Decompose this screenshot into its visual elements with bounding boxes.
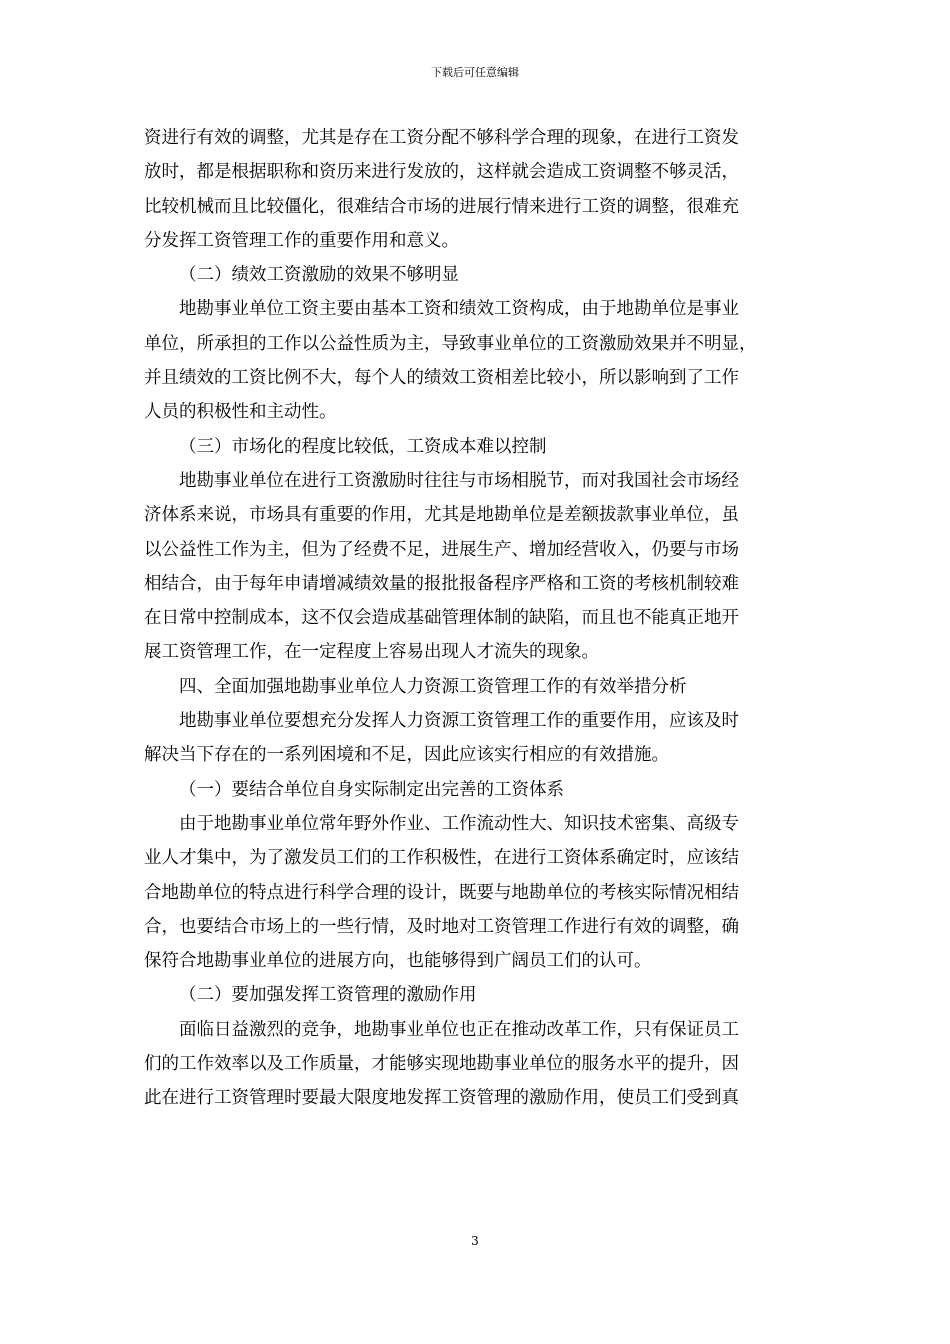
text-line: （二）要加强发挥工资管理的激励作用	[179, 985, 477, 1006]
text-line: 单位，所承担的工作以公益性质为主，导致事业单位的工资激励效果并不明显，	[144, 333, 757, 354]
text-line: 分发挥工资管理工作的重要作用和意义。	[144, 230, 459, 251]
text-line: 保符合地勘事业单位的进展方向，也能够得到广阔员工们的认可。	[144, 951, 652, 972]
text-line: 面临日益激烈的竞争，地勘事业单位也正在推动改革工作，只有保证员工	[179, 1019, 739, 1040]
text-line: 合，也要结合市场上的一些行情，及时地对工资管理工作进行有效的调整，确	[144, 916, 739, 937]
page-header: 下载后可任意编辑	[431, 66, 519, 79]
text-line: 由于地勘事业单位常年野外作业、工作流动性大、知识技术密集、高级专	[179, 813, 739, 834]
text-line: 以公益性工作为主，但为了经费不足，进展生产、增加经营收入，仍要与市场	[144, 539, 739, 560]
text-line: 放时，都是根据职称和资历来进行发放的，这样就会造成工资调整不够灵活，	[144, 162, 739, 183]
text-line: 济体系来说，市场具有重要的作用，尤其是地勘单位是差额拔款事业单位，虽	[144, 505, 739, 526]
text-line: （二）绩效工资激励的效果不够明显	[179, 265, 459, 286]
text-line: 地勘事业单位要想充分发挥人力资源工资管理工作的重要作用，应该及时	[179, 711, 739, 732]
text-line: 比较机械而且比较僵化，很难结合市场的进展行情来进行工资的调整，很难充	[144, 196, 739, 217]
text-line: 合地勘单位的特点进行科学合理的设计，既要与地勘单位的考核实际情况相结	[144, 882, 739, 903]
text-line: 并且绩效的工资比例不大，每个人的绩效工资相差比较小，所以影响到了工作	[144, 368, 739, 389]
text-line: 们的工作效率以及工作质量，才能够实现地勘事业单位的服务水平的提升，因	[144, 1054, 739, 1075]
text-line: 展工资管理工作，在一定程度上容易出现人才流失的现象。	[144, 642, 599, 663]
text-line: 相结合，由于每年申请增减绩效量的报批报备程序严格和工资的考核机制较难	[144, 573, 739, 594]
text-line: 资进行有效的调整，尤其是存在工资分配不够科学合理的现象，在进行工资发	[144, 128, 739, 148]
text-line: 四、全面加强地勘事业单位人力资源工资管理工作的有效举措分析	[179, 676, 687, 697]
text-line: 地勘事业单位工资主要由基本工资和绩效工资构成，由于地勘单位是事业	[179, 299, 739, 320]
text-line: （三）市场化的程度比较低，工资成本难以控制	[179, 436, 547, 457]
text-line: 人员的积极性和主动性。	[144, 402, 337, 423]
text-line: 业人才集中，为了激发员工们的工作积极性，在进行工资体系确定时，应该结	[144, 848, 739, 869]
text-line: 解决当下存在的一系列困境和不足，因此应该实行相应的有效措施。	[144, 745, 669, 766]
text-line: （一）要结合单位自身实际制定出完善的工资体系	[179, 779, 564, 800]
document-body	[144, 121, 806, 1116]
page-number: 3	[471, 1234, 479, 1248]
text-line: 地勘事业单位在进行工资激励时往往与市场相脱节，而对我国社会市场经	[179, 470, 739, 491]
text-line: 在日常中控制成本，这不仅会造成基础管理体制的缺陷，而且也不能真正地开	[144, 608, 739, 629]
text-line: 此在进行工资管理时要最大限度地发挥工资管理的激励作用，使员工们受到真	[144, 1088, 739, 1109]
